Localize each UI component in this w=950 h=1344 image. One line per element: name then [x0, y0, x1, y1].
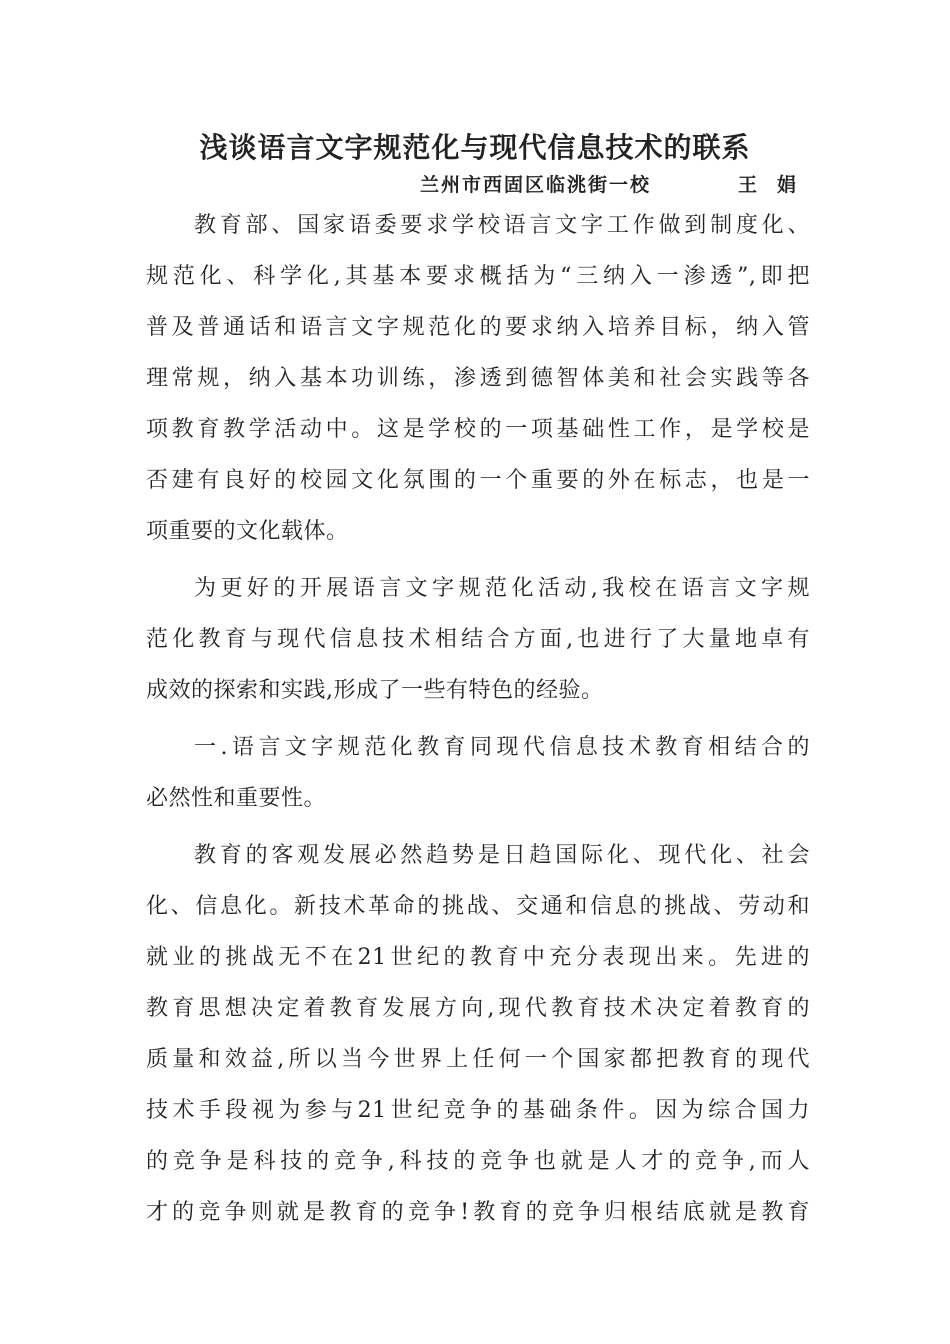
text-line: 成效的探索和实践,形成了一些有特色的经验。	[146, 678, 604, 703]
paragraph	[146, 204, 810, 561]
paragraph	[146, 567, 810, 720]
text-line: 普及普通话和语言文字规范化的要求纳入培养目标，纳入管	[146, 315, 810, 340]
author-name: 王娟	[738, 174, 817, 196]
text-line: 理常规，纳入基本功训练，渗透到德智体美和社会实践等各	[146, 366, 810, 391]
text-line: 的竞争是科技的竞争,科技的竞争也就是人才的竞争,而人	[146, 1149, 810, 1174]
document-title: 浅谈语言文字规范化与现代信息技术的联系	[199, 131, 751, 164]
text-line: 否建有良好的校园文化氛围的一个重要的外在标志，也是一	[146, 468, 810, 493]
text-line: 为更好的开展语言文字规范化活动,我校在语言文字规	[194, 576, 810, 601]
text-line: 化、信息化。新技术革命的挑战、交通和信息的挑战、劳动和	[146, 894, 810, 919]
text-line: 项教育教学活动中。这是学校的一项基础性工作，是学校是	[146, 417, 810, 442]
section-heading-line: 一.语言文字规范化教育同现代信息技术教育相结合的	[194, 735, 810, 760]
paragraph	[146, 834, 810, 1242]
text-line: 项重要的文化载体。	[146, 519, 349, 544]
text-line: 教育思想决定着教育发展方向,现代教育技术决定着教育的	[146, 996, 810, 1021]
text-line: 就业的挑战无不在21世纪的教育中充分表现出来。先进的	[146, 945, 810, 970]
author-line	[0, 170, 950, 200]
text-line: 才的竞争则就是教育的竞争!教育的竞争归根结底就是教育	[146, 1200, 810, 1225]
text-line: 质量和效益,所以当今世界上任何一个国家都把教育的现代	[146, 1047, 810, 1072]
section-heading-line: 必然性和重要性。	[146, 786, 327, 811]
text-line: 范化教育与现代信息技术相结合方面,也进行了大量地卓有	[146, 627, 810, 652]
text-line: 教育部、国家语委要求学校语言文字工作做到制度化、	[194, 213, 810, 238]
text-line: 技术手段视为参与21世纪竞争的基础条件。因为综合国力	[146, 1098, 810, 1123]
author-affiliation: 兰州市西固区临洮街一校	[420, 174, 652, 196]
text-line: 教育的客观发展必然趋势是日趋国际化、现代化、社会	[194, 843, 810, 868]
text-line: 规范化、科学化,其基本要求概括为“三纳入一渗透”,即把	[146, 264, 810, 289]
document-body	[146, 204, 810, 1242]
paragraph	[146, 726, 810, 828]
